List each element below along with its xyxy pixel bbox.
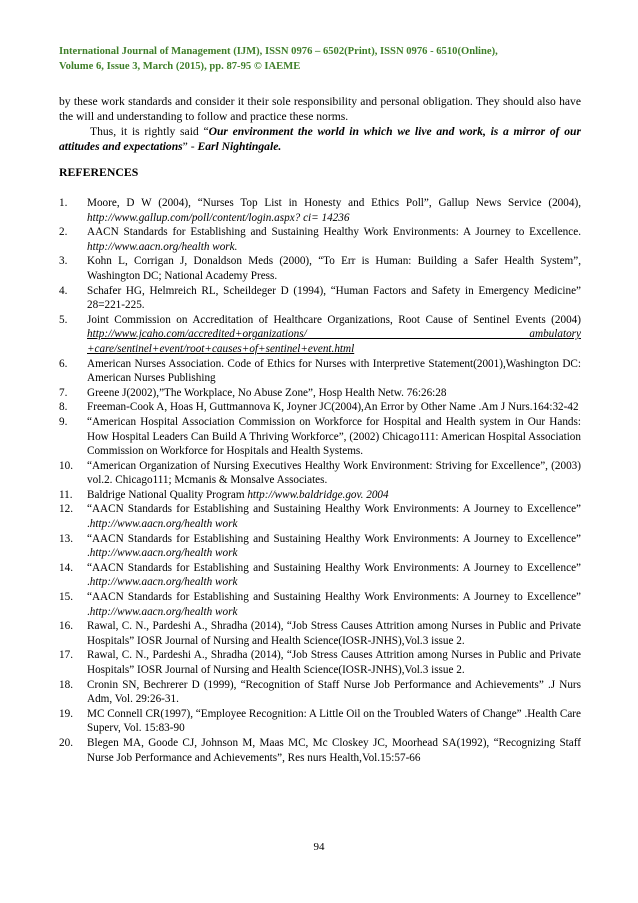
- reference-item: [59, 386, 581, 401]
- reference-body: “AACN Standards for Establishing and Sustaining Healthy Work Environments: A Journey to Excellence” .: [87, 532, 581, 560]
- reference-text: [87, 254, 581, 283]
- reference-body: MC Connell CR(1997), “Employee Recognition: A Little Oil on the Troubled Waters of Change” .Health Care Superv, Vol. 15:83-90: [87, 707, 581, 735]
- reference-body: Greene J(2002),”The Workplace, No Abuse Zone”, Hosp Health Netw. 76:26:28: [87, 386, 447, 399]
- reference-number: 10.: [59, 459, 73, 472]
- reference-text: [87, 502, 581, 531]
- reference-body: Joint Commission on Accreditation of Healthcare Organizations, Root Cause of Sentinel Events (2004): [87, 313, 581, 326]
- reference-text: [87, 561, 581, 590]
- reference-body: Rawal, C. N., Pardeshi A., Shradha (2014), “Job Stress Causes Attrition among Nurses in Public and Private Hospitals” IOSR Journal of Nursing and Health Science(IOSR-JNHS),Vol.3 issue 2.: [87, 649, 581, 676]
- body-paragraph-1: by these work standards and consider it their sole responsibility and personal obligation. They should also have the will and understanding to follow and practice these norms.: [59, 95, 581, 123]
- reference-item: [59, 254, 581, 283]
- quote-author: Earl Nightingale.: [197, 140, 282, 153]
- reference-link[interactable]: http://www.jcaho.com/accredited+organizations/ ambulatory +care/sentinel+event/root+causes+of+sentinel+event.html: [87, 328, 581, 355]
- body-paragraph-2: [59, 124, 581, 154]
- quote-intro: Thus, it is rightly said “: [90, 125, 209, 138]
- reference-text: [87, 400, 581, 415]
- reference-body: AACN Standards for Establishing and Sustaining Healthy Work Environments: A Journey to Excellence.: [87, 226, 581, 239]
- reference-number: 13.: [59, 532, 73, 545]
- reference-number: 5.: [59, 313, 68, 326]
- reference-body: Baldrige National Quality Program: [87, 488, 248, 501]
- reference-body: Blegen MA, Goode CJ, Johnson M, Maas MC, Mc Closkey JC, Moorhead SA(1992), “Recognizing Staff Nurse Job Performance and Achievements”, Res nurs Health,Vol.15:57-66: [87, 736, 581, 764]
- reference-number: 6.: [59, 357, 68, 370]
- reference-item: [59, 415, 581, 459]
- reference-number: 7.: [59, 386, 68, 399]
- reference-link[interactable]: http://www.gallup.com/poll/content/login.aspx? ci= 14236: [87, 211, 350, 224]
- reference-text: [87, 357, 581, 386]
- reference-number: 8.: [59, 401, 68, 414]
- reference-item: [59, 678, 581, 707]
- reference-item: [59, 313, 581, 357]
- references-heading: REFERENCES: [59, 165, 139, 179]
- reference-item: [59, 488, 581, 503]
- quote-text: Our environment the world in which we live and work, is a mirror of our attitudes and expectations: [59, 125, 581, 153]
- reference-number: 3.: [59, 255, 68, 268]
- reference-number: 14.: [59, 561, 73, 574]
- reference-link[interactable]: http://www.aacn.org/health work: [89, 605, 238, 618]
- reference-body: American Nurses Association. Code of Ethics for Nurses with Interpretive Statement(2001),Washington DC: American Nurses Publishing: [87, 357, 581, 385]
- reference-item: [59, 502, 581, 531]
- reference-body: Kohn L, Corrigan J, Donaldson Meds (2000), “To Err is Human: Building a Safer Health System”, Washington DC; National Academy Press.: [87, 255, 581, 282]
- reference-link[interactable]: http://www.baldridge.gov. 2004: [247, 488, 389, 501]
- reference-body: “AACN Standards for Establishing and Sustaining Healthy Work Environments: A Journey to Excellence” .: [87, 503, 581, 531]
- reference-text: [87, 225, 581, 254]
- reference-number: 16.: [59, 620, 73, 633]
- reference-text: [87, 590, 581, 619]
- reference-item: [59, 561, 581, 590]
- reference-text: [87, 678, 581, 707]
- reference-item: [59, 400, 581, 415]
- reference-link[interactable]: http://www.aacn.org/health work: [89, 547, 238, 560]
- reference-link[interactable]: http://www.aacn.org/health work.: [87, 240, 238, 253]
- reference-text: [87, 459, 581, 488]
- reference-text: [87, 736, 581, 765]
- reference-item: [59, 459, 581, 488]
- body-text: [59, 94, 581, 154]
- reference-body: “AACN Standards for Establishing and Sustaining Healthy Work Environments: A Journey to Excellence” .: [87, 591, 581, 618]
- reference-item: [59, 707, 581, 736]
- reference-body: “AACN Standards for Establishing and Sustaining Healthy Work Environments: A Journey to Excellence” .: [87, 561, 581, 589]
- reference-text: [87, 313, 581, 357]
- reference-number: 12.: [59, 503, 73, 516]
- reference-body: Cronin SN, Bechrerer D (1999), “Recognition of Staff Nurse Job Performance and Achievements” .J Nurs Adm, Vol. 29:26-31.: [87, 678, 581, 706]
- reference-link[interactable]: http://www.aacn.org/health work: [89, 518, 238, 531]
- reference-text: [87, 532, 581, 561]
- reference-link[interactable]: http://www.aacn.org/health work: [89, 576, 238, 589]
- journal-header: [59, 44, 581, 74]
- reference-item: [59, 619, 581, 648]
- reference-text: [87, 386, 581, 401]
- reference-item: [59, 532, 581, 561]
- reference-number: 4.: [59, 284, 68, 297]
- reference-number: 15.: [59, 591, 73, 604]
- reference-text: [87, 284, 581, 313]
- reference-item: [59, 225, 581, 254]
- reference-item: [59, 648, 581, 677]
- reference-number: 11.: [59, 488, 73, 501]
- journal-header-line1: International Journal of Management (IJM), ISSN 0976 – 6502(Print), ISSN 0976 - 6510(Online),: [59, 46, 498, 57]
- reference-item: [59, 357, 581, 386]
- references-list: [59, 196, 581, 765]
- reference-number: 18.: [59, 678, 73, 691]
- reference-text: [87, 415, 581, 459]
- reference-text: [87, 648, 581, 677]
- reference-text: [87, 196, 581, 225]
- reference-body: “American Organization of Nursing Executives Healthy Work Environment: Striving for Excellence”, (2003) vol.2. Chicago111; Mcmanis & Monsalve Associates.: [87, 459, 581, 487]
- reference-body: Schafer HG, Helmreich RL, Scheildeger D (1994), “Human Factors and Safety in Emergency Medicine” 28=221-225.: [87, 284, 581, 312]
- reference-number: 9.: [59, 415, 68, 428]
- reference-number: 19.: [59, 707, 73, 720]
- reference-number: 1.: [59, 197, 68, 209]
- reference-body: Freeman-Cook A, Hoas H, Guttmannova K, Joyner JC(2004),An Error by Other Name .Am J Nurs.164:32-42: [87, 401, 579, 414]
- reference-item: [59, 284, 581, 313]
- reference-number: 2.: [59, 226, 68, 239]
- reference-number: 20.: [59, 736, 73, 749]
- reference-body: “American Hospital Association Commission on Workforce for Hospital and Health system in Our Hands: How Hospital Leaders Can Build A Thriving Workforce”, (2002) Chicago111: American Hospital Association Commission on Workforce for Hospitals and Health Systems.: [87, 415, 581, 458]
- reference-number: 17.: [59, 649, 73, 662]
- reference-text: [87, 488, 581, 503]
- reference-item: [59, 736, 581, 765]
- reference-item: [59, 590, 581, 619]
- journal-header-line2: Volume 6, Issue 3, March (2015), pp. 87-95 © IAEME: [59, 61, 301, 72]
- reference-text: [87, 619, 581, 648]
- quote-close: ” -: [182, 140, 198, 153]
- page-number: 94: [313, 841, 325, 853]
- reference-body: Moore, D W (2004), “Nurses Top List in Honesty and Ethics Poll”, Gallup News Service (2004),: [87, 197, 581, 209]
- reference-body: Rawal, C. N., Pardeshi A., Shradha (2014), “Job Stress Causes Attrition among Nurses in Public and Private Hospitals” IOSR Journal of Nursing and Health Science(IOSR-JNHS),Vol.3 issue 2.: [87, 620, 581, 647]
- reference-text: [87, 707, 581, 736]
- reference-item: [59, 196, 581, 225]
